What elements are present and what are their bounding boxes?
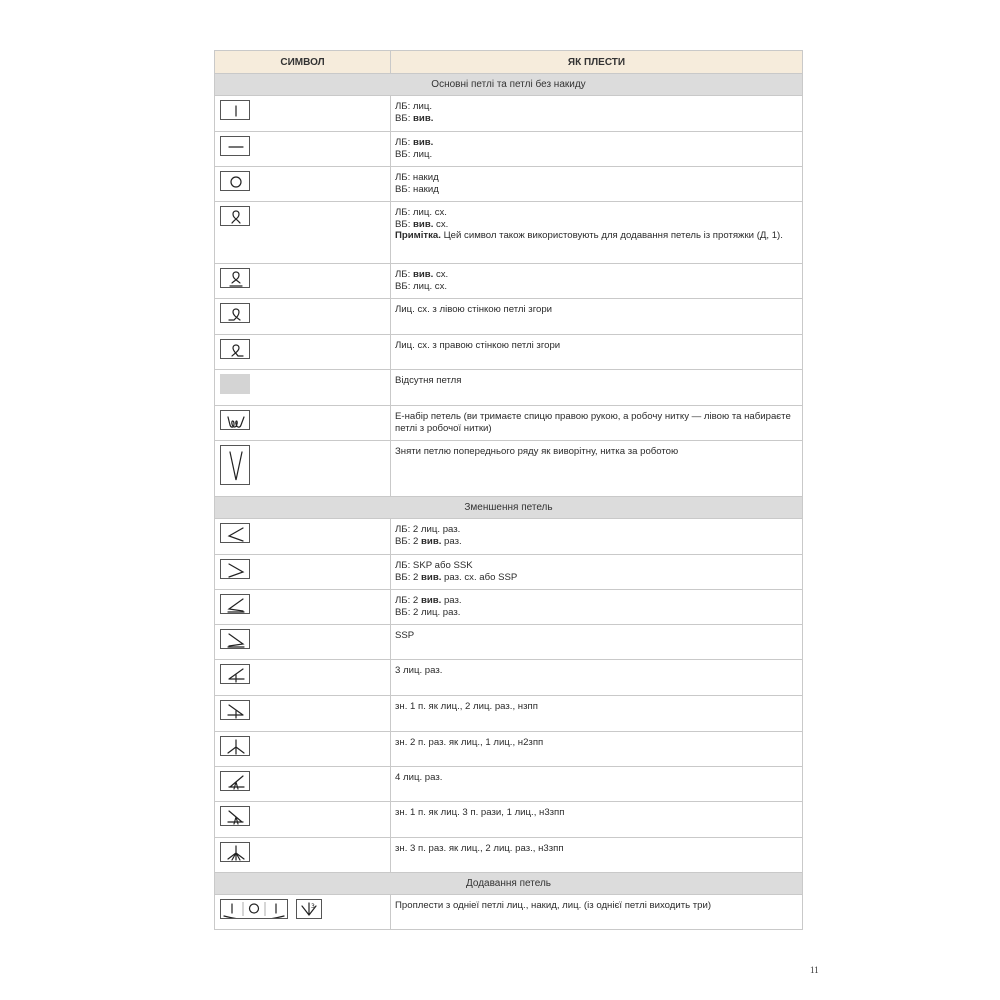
ssp-icon xyxy=(220,629,250,649)
table-row xyxy=(215,299,803,335)
sk2p-icon xyxy=(220,700,250,720)
instruction-cell xyxy=(391,335,803,370)
instruction-line xyxy=(395,524,796,536)
instruction-line xyxy=(395,219,796,231)
instruction-line xyxy=(395,172,796,184)
instruction-cell xyxy=(391,732,803,767)
instruction-text: раз. xyxy=(441,535,462,547)
instruction-text: Е-набір петель (ви тримаєте спицю правою рукою, а робочу нитку — лівою та набираєте петлі з робочої нитки) xyxy=(395,411,791,434)
instruction-line xyxy=(395,572,796,584)
instruction-line xyxy=(395,269,796,281)
section-title: Додавання петель xyxy=(215,873,803,895)
instruction-cell xyxy=(391,838,803,873)
section-header-row xyxy=(215,497,803,519)
symbol-cell xyxy=(215,370,391,406)
instruction-line xyxy=(395,446,796,458)
instruction-cell xyxy=(391,802,803,838)
symbol-cell xyxy=(215,519,391,555)
header-how-to-knit: ЯК ПЛЕСТИ xyxy=(391,51,803,74)
table-row xyxy=(215,406,803,441)
instruction-line xyxy=(395,230,796,242)
bold-term: вив. xyxy=(420,595,442,606)
instruction-cell xyxy=(391,590,803,625)
s3k2p-icon xyxy=(220,842,250,862)
table-row xyxy=(215,660,803,696)
table-row xyxy=(215,625,803,660)
bold-term: вив. xyxy=(421,535,442,547)
symbol-cell xyxy=(215,767,391,802)
symbol-cell xyxy=(215,590,391,625)
instruction-text: ВБ: накид xyxy=(395,183,439,195)
sk3p-icon xyxy=(220,806,250,826)
knit-vertical-bar-icon xyxy=(220,100,250,120)
instruction-line xyxy=(395,595,796,607)
instruction-cell xyxy=(391,96,803,132)
table-row xyxy=(215,555,803,590)
instruction-text: сх. xyxy=(433,218,449,230)
symbol-cell xyxy=(215,167,391,202)
bold-term: вив. xyxy=(413,218,434,230)
symbol-cell xyxy=(215,555,391,590)
instruction-cell xyxy=(391,441,803,497)
table-row xyxy=(215,96,803,132)
instruction-cell xyxy=(391,660,803,696)
instruction-line xyxy=(395,281,796,293)
instruction-cell xyxy=(391,895,803,930)
table-row xyxy=(215,264,803,299)
legend-body xyxy=(215,74,803,930)
instruction-text: раз. xyxy=(441,595,462,606)
table-row xyxy=(215,335,803,370)
instruction-text: раз. сх. або SSP xyxy=(441,571,518,583)
instruction-line xyxy=(395,207,796,219)
symbol-cell xyxy=(215,96,391,132)
symbol-cell xyxy=(215,406,391,441)
slip-purlwise-v-icon xyxy=(220,445,250,485)
instruction-text: ВБ: 2 xyxy=(395,571,422,583)
table-row xyxy=(215,132,803,167)
instruction-line xyxy=(395,304,796,316)
instruction-cell xyxy=(391,625,803,660)
table-row xyxy=(215,370,803,406)
instruction-cell xyxy=(391,202,803,264)
instruction-line xyxy=(395,149,796,161)
instruction-line xyxy=(395,630,796,642)
instruction-text: ВБ: лиц. xyxy=(395,148,433,160)
k3tog-icon xyxy=(220,664,250,684)
table-row xyxy=(215,802,803,838)
bold-term: вив. xyxy=(412,137,434,148)
instruction-text: Відсутня петля xyxy=(395,375,462,386)
instruction-cell xyxy=(391,406,803,441)
instruction-text: Проплести з одніеї петлі лиц., накид, лиц. (із однієї петлі виходить три) xyxy=(395,900,712,911)
symbol-cell xyxy=(215,696,391,732)
instruction-line xyxy=(395,137,796,149)
symbol-cell xyxy=(215,838,391,873)
k-yo-k-increase-icon xyxy=(220,899,288,919)
page-number: 11 xyxy=(810,965,819,975)
instruction-text: ВБ: лиц. сх. xyxy=(395,280,448,292)
table-row xyxy=(215,895,803,930)
instruction-text: ВБ: xyxy=(395,218,414,230)
instruction-text: ЛБ: накид xyxy=(395,172,439,183)
instruction-line xyxy=(395,843,796,855)
instruction-text: ЛБ: 2 лиц. раз. xyxy=(395,524,461,535)
instruction-line xyxy=(395,807,796,819)
symbol-cell xyxy=(215,625,391,660)
instruction-line xyxy=(395,340,796,352)
instruction-text: Лиц. сх. з правою стінкою петлі згори xyxy=(395,340,561,351)
bold-term: Примітка. xyxy=(395,230,441,241)
s2kpo-icon xyxy=(220,736,250,756)
instruction-line xyxy=(395,184,796,196)
instruction-cell xyxy=(391,555,803,590)
instruction-cell xyxy=(391,299,803,335)
symbol-cell xyxy=(215,895,391,930)
instruction-cell xyxy=(391,519,803,555)
instruction-text: ЛБ: лиц. xyxy=(395,101,433,112)
header-symbol: СИМВОЛ xyxy=(215,51,391,74)
section-title: Зменшення петель xyxy=(215,497,803,519)
instruction-cell xyxy=(391,167,803,202)
instruction-line xyxy=(395,737,796,749)
instruction-text: ВБ: 2 лиц. раз. xyxy=(395,606,461,618)
instruction-line xyxy=(395,536,796,548)
bold-term: вив. xyxy=(413,112,434,124)
three-from-one-icon xyxy=(296,899,322,919)
symbol-cell xyxy=(215,264,391,299)
instruction-line xyxy=(395,701,796,713)
symbol-cell xyxy=(215,802,391,838)
instruction-cell xyxy=(391,132,803,167)
instruction-text: ЛБ: 2 xyxy=(395,595,421,606)
knit-right-leg-twisted-icon xyxy=(220,339,250,359)
symbol-cell xyxy=(215,441,391,497)
table-row xyxy=(215,590,803,625)
bold-term: вив. xyxy=(421,571,442,583)
instruction-cell xyxy=(391,696,803,732)
instruction-line xyxy=(395,900,796,912)
table-row xyxy=(215,838,803,873)
no-stitch-gray-icon xyxy=(220,374,250,394)
instruction-line xyxy=(395,411,796,434)
instruction-text: SSP xyxy=(395,630,415,641)
instruction-text: ВБ: xyxy=(395,112,414,124)
purl-horizontal-dash-icon xyxy=(220,136,250,156)
instruction-line xyxy=(395,607,796,619)
stitch-legend-table xyxy=(214,50,803,930)
instruction-text: зн. 1 п. як лиц., 2 лиц. раз., нзпп xyxy=(395,701,538,712)
instruction-text: Лиц. сх. з лівою стінкою петлі згори xyxy=(395,304,553,315)
svg-text:3: 3 xyxy=(311,903,315,910)
yarn-over-circle-icon xyxy=(220,171,250,191)
e-cast-on-icon xyxy=(220,410,250,430)
instruction-line xyxy=(395,560,796,572)
table-row xyxy=(215,696,803,732)
table-row xyxy=(215,732,803,767)
instruction-cell xyxy=(391,767,803,802)
table-row xyxy=(215,167,803,202)
instruction-line xyxy=(395,113,796,125)
k4tog-icon xyxy=(220,771,250,791)
instruction-text: Цей символ також використовують для додавання петель із протяжки (Д, 1). xyxy=(440,230,783,241)
instruction-text: зн. 2 п. раз. як лиц., 1 лиц., н2зпп xyxy=(395,737,544,748)
purl-tbl-twisted-icon xyxy=(220,268,250,288)
instruction-text: Зняти петлю попереднього ряду як виворітну, нитка за роботою xyxy=(395,446,679,457)
instruction-text: зн. 3 п. раз. як лиц., 2 лиц. раз., н3зпп xyxy=(395,843,564,854)
table-row xyxy=(215,767,803,802)
symbol-cell xyxy=(215,132,391,167)
instruction-line xyxy=(395,665,796,677)
symbol-cell xyxy=(215,299,391,335)
bold-term: вив. xyxy=(412,269,434,280)
instruction-cell xyxy=(391,264,803,299)
table-header-row xyxy=(215,51,803,74)
instruction-text: сх. xyxy=(433,269,449,280)
instruction-text: 3 лиц. раз. xyxy=(395,665,443,676)
knit-tbl-twisted-icon xyxy=(220,206,250,226)
knit-left-leg-twisted-icon xyxy=(220,303,250,323)
instruction-line xyxy=(395,772,796,784)
instruction-line xyxy=(395,101,796,113)
instruction-text: ЛБ: лиц. сх. xyxy=(395,207,447,218)
symbol-cell xyxy=(215,202,391,264)
instruction-cell xyxy=(391,370,803,406)
instruction-text: 4 лиц. раз. xyxy=(395,772,443,783)
section-header-row xyxy=(215,873,803,895)
instruction-text: зн. 1 п. як лиц. 3 п. рази, 1 лиц., н3зпп xyxy=(395,807,565,818)
symbol-cell xyxy=(215,660,391,696)
k2tog-icon xyxy=(220,523,250,543)
symbol-cell xyxy=(215,335,391,370)
instruction-text: ВБ: 2 xyxy=(395,535,422,547)
instruction-text: ЛБ: xyxy=(395,137,413,148)
section-title: Основні петлі та петлі без накиду xyxy=(215,74,803,96)
section-header-row xyxy=(215,74,803,96)
table-row xyxy=(215,519,803,555)
table-row xyxy=(215,202,803,264)
skp-ssk-icon xyxy=(220,559,250,579)
instruction-line xyxy=(395,375,796,387)
instruction-text: ЛБ: xyxy=(395,269,413,280)
p2tog-icon xyxy=(220,594,250,614)
instruction-text: ЛБ: SKP або SSK xyxy=(395,560,473,571)
table-row xyxy=(215,441,803,497)
symbol-cell xyxy=(215,732,391,767)
